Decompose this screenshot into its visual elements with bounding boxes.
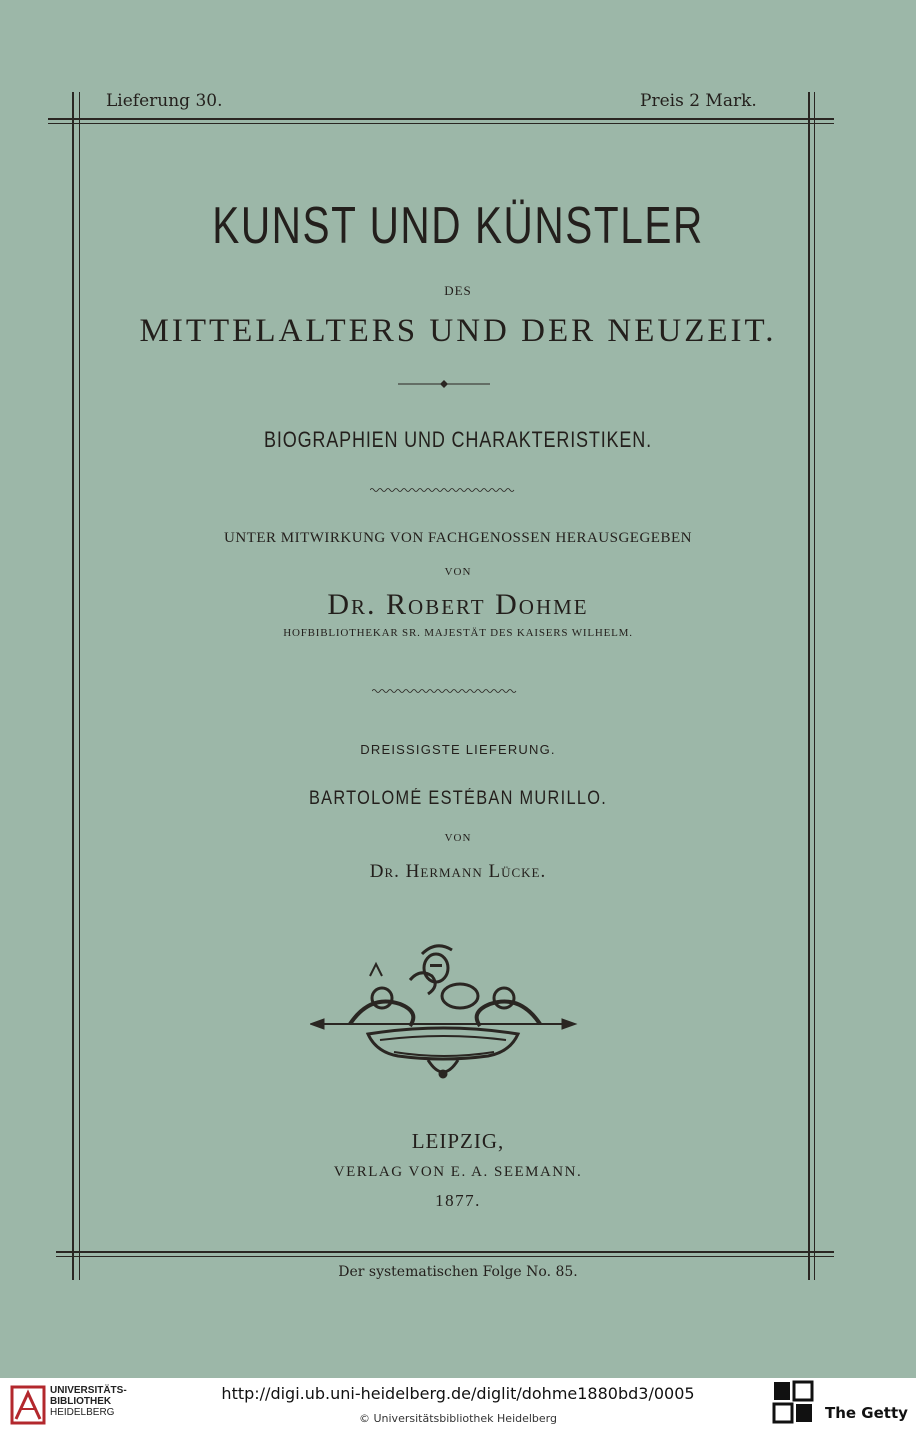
library-line-2: BIBLIOTHEK [50,1396,112,1407]
right-frame-inner [814,92,815,1280]
top-rule [48,118,834,120]
imprint-publisher: VERLAG VON E. A. SEEMANN. [333,1164,583,1180]
top-rule-thin [48,123,834,124]
price: Preis 2 Mark. [640,91,757,111]
wavy-divider-icon [372,687,518,695]
editor-intro: UNTER MITWIRKUNG VON FACHGENOSSEN HERAUSGEGEBEN [224,530,692,546]
editor-von: VON [444,566,472,578]
title-period: MITTELALTERS UND DER NEUZEIT. [139,313,777,349]
left-frame-inner [79,92,80,1280]
title-connector: DES [444,283,472,298]
left-frame-outer [72,92,74,1280]
part-number: DREISSIGSTE LIEFERUNG. [360,742,556,757]
issue-number: Lieferung 30. [106,91,223,111]
diamond-divider-icon [398,378,490,390]
subtitle: BIOGRAPHIEN UND CHARAKTERISTIKEN. [264,427,652,452]
partner-name: The Getty [825,1404,908,1422]
bottom-rule-thin [56,1256,834,1257]
imprint-year: 1877. [435,1191,481,1210]
right-frame-outer [808,92,810,1280]
main-title: KUNST UND KÜNSTLER [212,197,704,255]
library-line-1: UNIVERSITÄTS- [50,1385,127,1396]
part-subject: BARTOLOMÉ ESTÉBAN MURILLO. [308,788,608,809]
wavy-divider-icon [370,486,516,494]
library-line-3: HEIDELBERG [50,1407,115,1418]
bottom-rule [56,1251,834,1253]
editor-position: HOFBIBLIOTHEKAR SR. MAJESTÄT DES KAISERS WILHELM. [283,627,633,639]
copyright-notice: © Universitätsbibliothek Heidelberg [358,1412,557,1425]
imprint-city: LEIPZIG, [411,1129,505,1153]
permalink[interactable]: http://digi.ub.uni-heidelberg.de/diglit/dohme1880bd3/0005 [221,1384,695,1403]
editor-name: Dr. Robert Dohme [327,588,589,621]
getty-logo-icon [772,1380,816,1428]
part-author: Dr. Hermann Lücke. [369,861,547,882]
series-note: Der systematischen Folge No. 85. [338,1264,578,1280]
ornament-vignette-icon [310,940,580,1085]
part-von: VON [444,832,472,844]
